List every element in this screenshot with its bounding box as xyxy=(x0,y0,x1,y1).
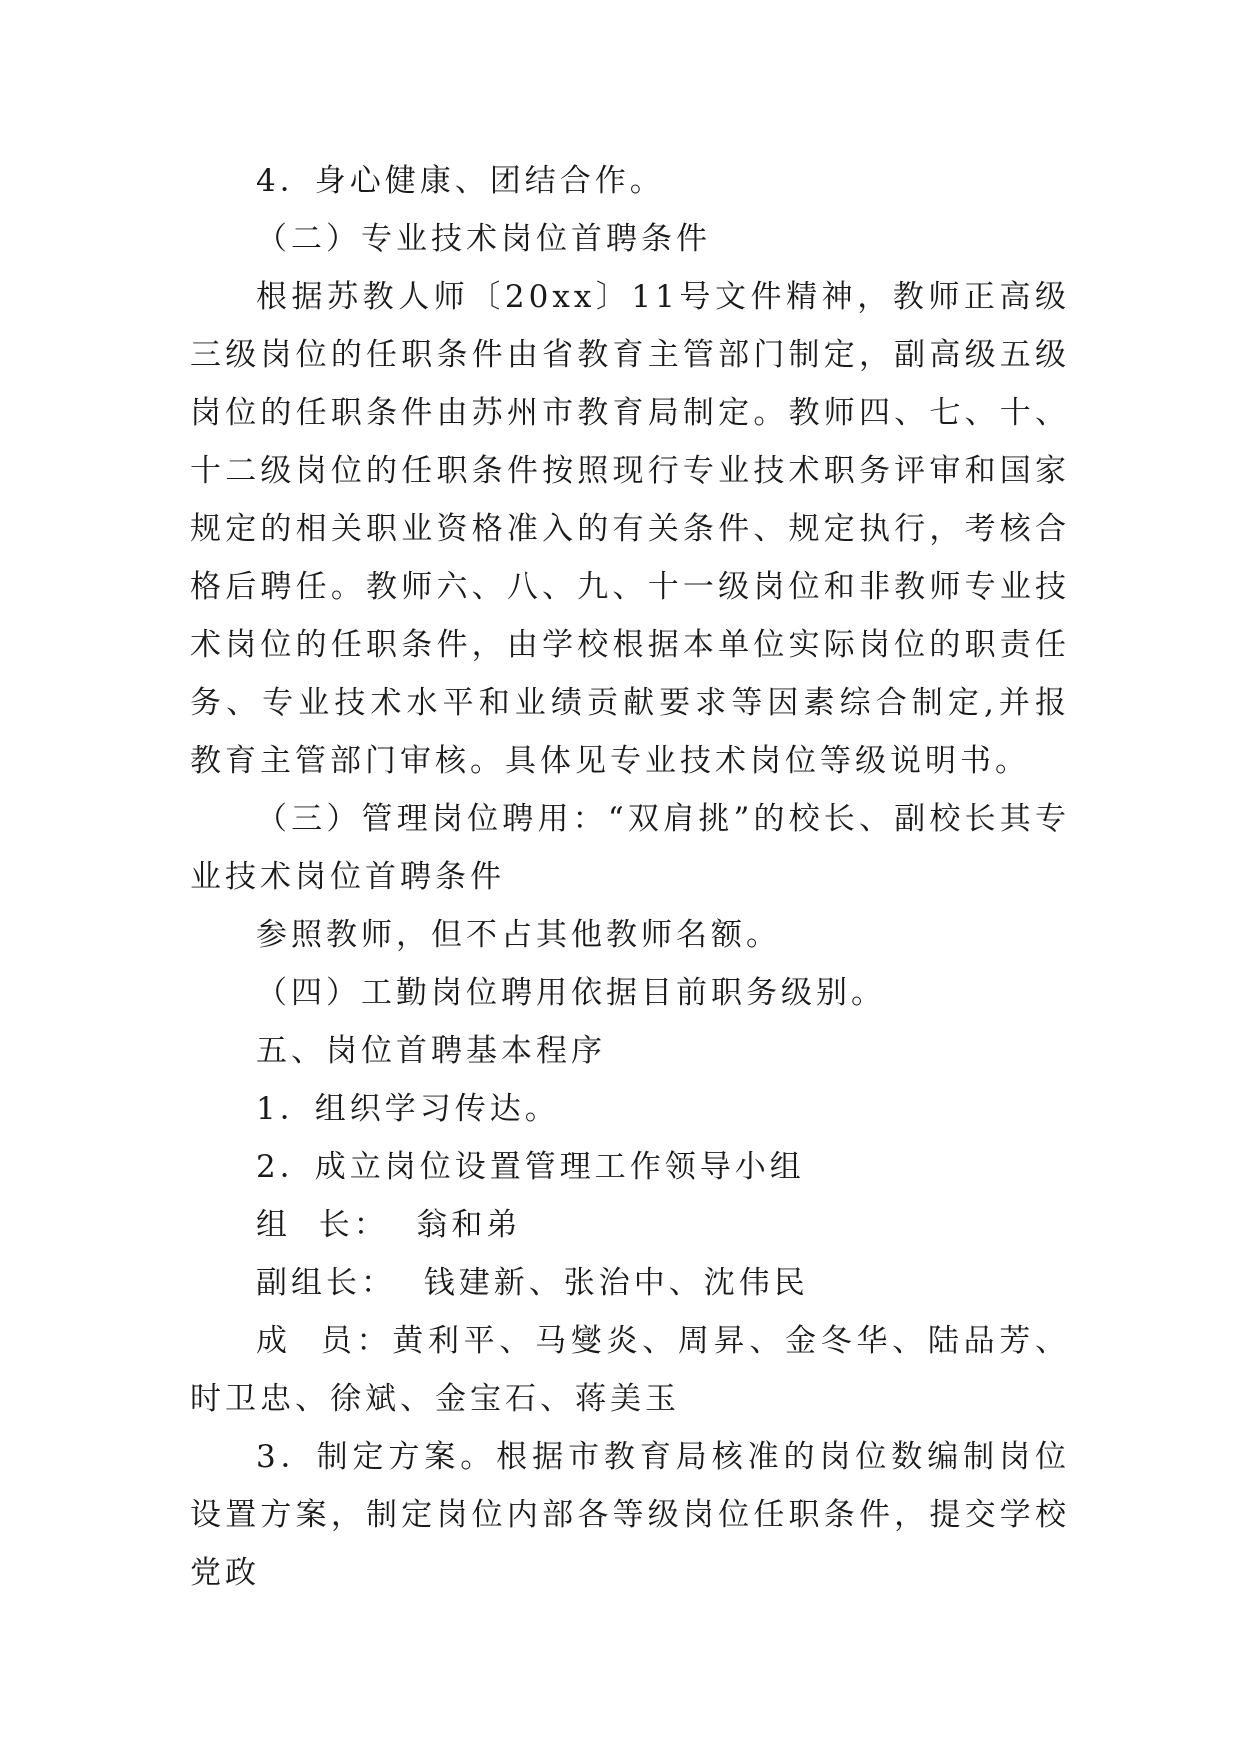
paragraph-professional-conditions: 根据苏教人师〔20xx〕11号文件精神，教师正高级三级岗位的任职条件由省教育主管部门制定，副高级五级岗位的任职条件由苏州市教育局制定。教师四、七、十、十二级岗位的任职条件按照现行专业技术职务评审和国家规定的相关职业资格准入的有关条件、规定执行，考核合格后聘任。教师六、八、九、十一级岗位和非教师专业技术岗位的任职条件，由学校根据本单位实际岗位的职责任务、专业技术水平和业绩贡献要求等因素综合制定,并报教育主管部门审核。具体见专业技术岗位等级说明书。 xyxy=(190,279,1070,779)
heading-hiring-procedure: 五、岗位首聘基本程序 xyxy=(256,1033,606,1069)
heading-service-positions: （四）工勤岗位聘用依据目前职务级别。 xyxy=(256,975,886,1011)
step-leading-group: 2．成立岗位设置管理工作领导小组 xyxy=(256,1149,805,1185)
group-members: 成 员：黄利平、马燮炎、周昇、金冬华、陆品芳、时卫忠、徐斌、金宝石、蒋美玉 xyxy=(190,1323,1070,1417)
step-organize-study: 1．组织学习传达。 xyxy=(256,1091,560,1127)
heading-management-positions: （三）管理岗位聘用：“双肩挑”的校长、副校长其专业技术岗位首聘条件 xyxy=(190,801,1070,895)
paragraph-refer-teachers: 参照教师，但不占其他教师名额。 xyxy=(256,917,781,953)
paragraph-health: 4．身心健康、团结合作。 xyxy=(256,163,665,199)
step-formulate-plan: 3．制定方案。根据市教育局核准的岗位数编制岗位设置方案，制定岗位内部各等级岗位任职条件，提交学校党政 xyxy=(190,1439,1070,1591)
group-leader: 组 长： 翁和弟 xyxy=(256,1207,522,1243)
deputy-group-leaders: 副组长： 钱建新、张治中、沈伟民 xyxy=(256,1265,809,1301)
document-body xyxy=(190,152,1070,1602)
heading-professional-conditions: （二）专业技术岗位首聘条件 xyxy=(256,221,711,257)
